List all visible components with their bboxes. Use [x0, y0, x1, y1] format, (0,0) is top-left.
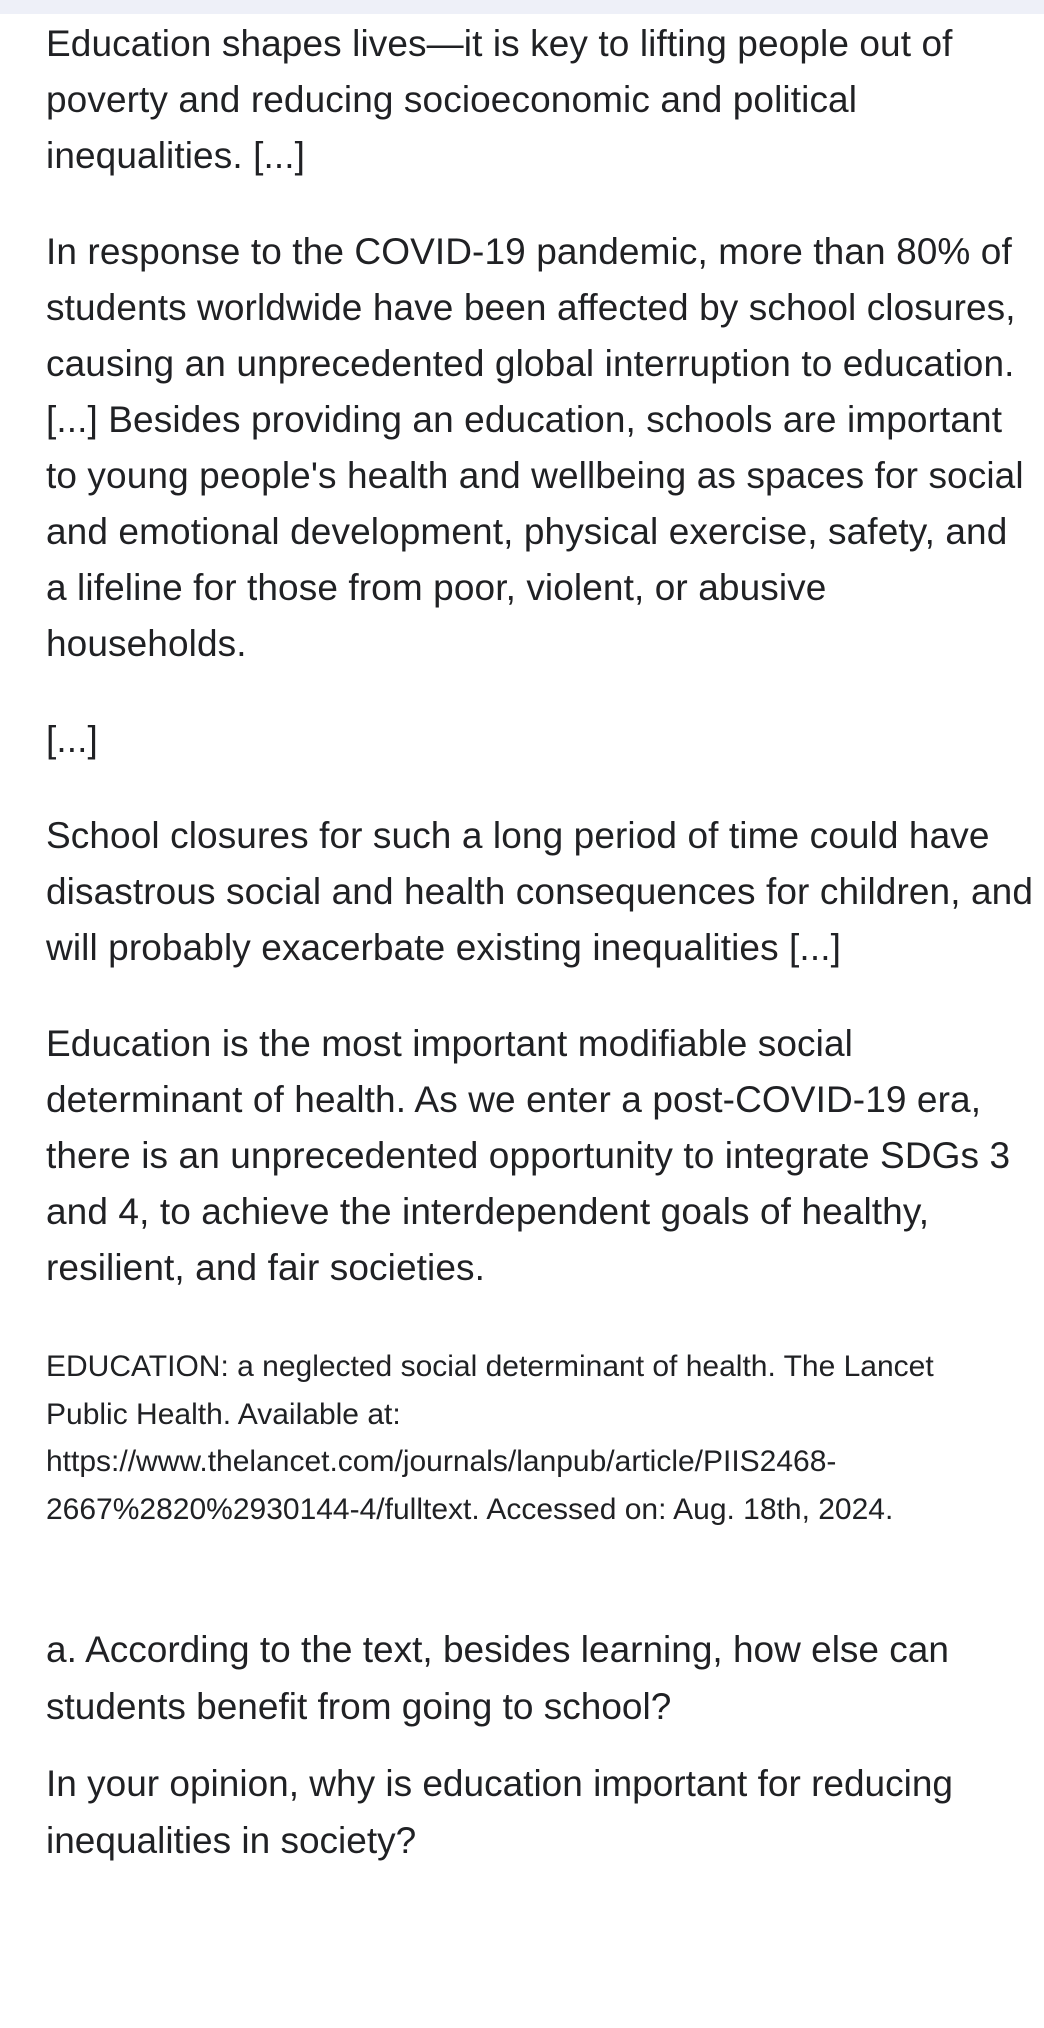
- top-strip: [0, 0, 1044, 14]
- paragraph-determinant: Education is the most important modifiable social determinant of health. As we enter a post-COVID-19 era, there is an unprecedented opportunity to integrate SDGs 3 and 4, to achieve the interdependent goals of healthy, resilient, and fair societies.: [46, 1023, 1011, 1288]
- question-b: In your opinion, why is education important for reducing inequalities in society?: [46, 1763, 954, 1861]
- citation-reference: EDUCATION: a neglected social determinant of health. The Lancet Public Health. Available at: https://www.thelancet.com/journals/lanpub/article/PIIS2468-2667%2820%2930144-4/fulltext. Accessed on: Aug. 18th, 2024.: [46, 1350, 934, 1526]
- paragraph-ellipsis: [...]: [46, 719, 98, 760]
- article-content: [46, 14, 1036, 1869]
- paragraph-school-closures: School closures for such a long period of time could have disastrous social and health consequences for children, and will probably exacerbate existing inequalities [...]: [46, 815, 1034, 968]
- question-a: a. According to the text, besides learning, how else can students benefit from going to school?: [46, 1629, 949, 1727]
- paragraph-covid-response: In response to the COVID-19 pandemic, more than 80% of students worldwide have been affected by school closures, causing an unprecedented global interruption to education. [...] Besides providing an education, schools are important to young people's health and wellbeing as spaces for social and emotional development, physical exercise, safety, and a lifeline for those from poor, violent, or abusive households.: [46, 231, 1024, 664]
- paragraph-intro: Education shapes lives—it is key to lifting people out of poverty and reducing socioeconomic and political inequalities. [...]: [46, 23, 953, 176]
